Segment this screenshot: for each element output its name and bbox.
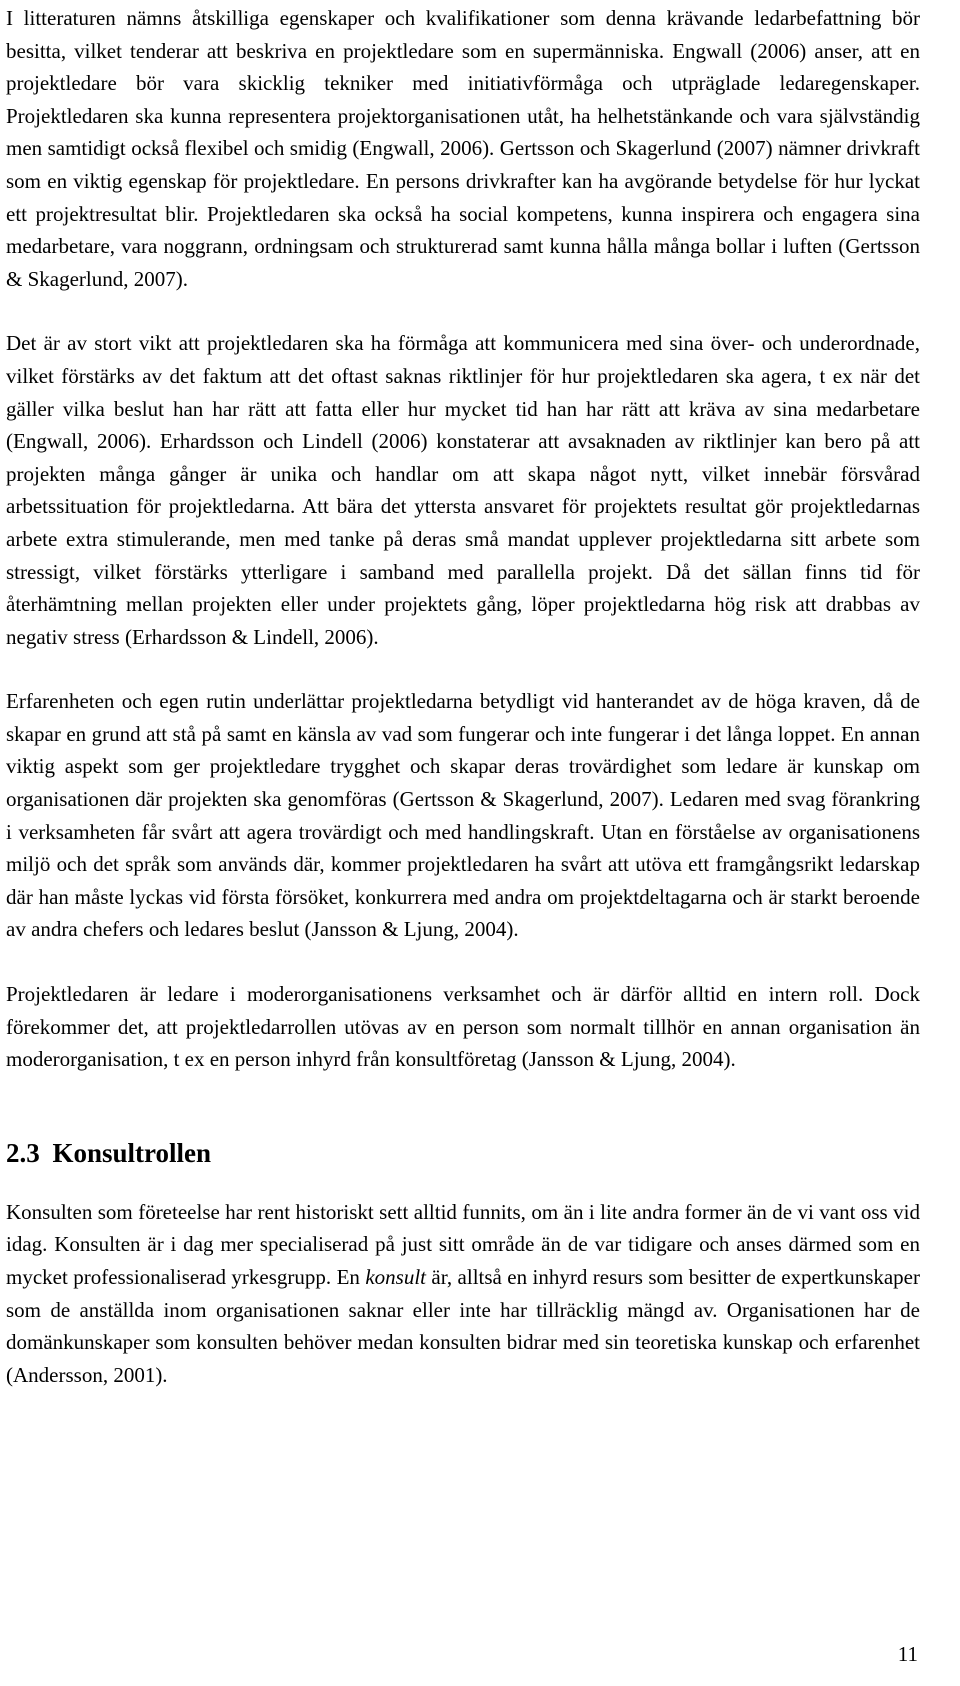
body-paragraph-2: Det är av stort vikt att projektledaren ska ha förmåga att kommunicera med sina över- och underordnade, vilket förstärks av det faktum att det oftast saknas riktlinjer för hur projektledaren ska agera, t ex när det gäller vilka beslut han har rätt att fatta eller hur mycket tid han har rätt att kräva av sina medarbetare (Engwall, 2006). Erhardsson och Lindell (2006) konstaterar att avsaknaden av riktlinjer kan bero på att projekten många gånger är unika och handlar om att skapa något nytt, vilket innebär försvårad arbetssituation för projektledarna. Att bära det yttersta ansvaret för projektets resultat gör projektledarnas arbete extra stimulerande, men med tanke på deras små mandat upplever projektledarna sitt arbete som stressigt, vilket förstärks ytterligare i samband med parallella projekt. Då det sällan finns tid för återhämtning mellan projekten eller under projektets gång, löper projektledarna hög risk att drabbas av negativ stress (Erhardsson & Lindell, 2006). xyxy=(6,331,920,649)
section-title: Konsultrollen xyxy=(52,1137,212,1168)
section-number: 2.3 xyxy=(6,1137,40,1168)
section-heading xyxy=(6,1136,920,1170)
body-paragraph-3: Erfarenheten och egen rutin underlättar projektledarna betydligt vid hanterandet av de höga kraven, då de skapar en grund att stå på samt en känsla av vad som fungerar och inte fungerar i det långa loppet. En annan viktig aspekt som ger projektledare trygghet och skapar deras trovärdighet som ledare är kunskap om organisationen där projekten ska genomföras (Gertsson & Skagerlund, 2007). Ledaren med svag förankring i verksamheten får svårt att agera trovärdigt och med handlingskraft. Utan en förståelse av organisationens miljö och det språk som används där, kommer projektledaren ha svårt att utöva ett framgångsrikt ledarskap där han måste lyckas vid första försöket, konkurrera med andra om projektdeltagarna och är starkt beroende av andra chefers och ledares beslut (Jansson & Ljung, 2004). xyxy=(6,689,920,942)
section-paragraph-part-1: Konsulten som företeelse har rent historiskt sett alltid funnits, om än i lite andra former än de vi vant oss vid idag. Konsulten är i dag mer specialiserad på just sitt område än de var tidigare och anses därmed som en mycket professionaliserad yrkesgrupp. En xyxy=(6,1199,920,1289)
body-paragraph-1: I litteraturen nämns åtskilliga egenskaper och kvalifikationer som denna krävande ledarbefattning bör besitta, vilket tenderar att beskriva en projektledare som en supermänniska. Engwall (2006) anser, att en projektledare bör vara skicklig tekniker med initiativförmåga och utpräglade ledaregenskaper. Projektledaren ska kunna representera projektorganisationen utåt, ha helhetstänkande och vara självständig men samtidigt också flexibel och smidig (Engwall, 2006). Gertsson och Skagerlund (2007) nämner drivkraft som en viktig egenskap för projektledare. En persons drivkrafter kan ha avgörande betydelse för hur lyckat ett projektresultat blir. Projektledaren ska också ha social kompetens, kunna inspirera och engagera sina medarbetare, vara noggrann, ordningsam och strukturerad samt kunna hålla många bollar i luften (Gertsson & Skagerlund, 2007). xyxy=(6,6,920,291)
italic-term-konsult: konsult xyxy=(365,1265,426,1289)
section-paragraph xyxy=(6,1196,920,1392)
body-paragraph-4: Projektledaren är ledare i moderorganisationens verksamhet och är därför alltid en intern roll. Dock förekommer det, att projektledarrollen utövas av en person som normalt tillhör en annan organisation än moderorganisation, t ex en person inhyrd från konsultföretag (Jansson & Ljung, 2004). xyxy=(6,982,920,1072)
page-number: 11 xyxy=(897,1642,918,1666)
section-paragraph-part-2: är, alltså en inhyrd resurs som besitter de expertkunskaper som de anställda inom organisationen saknar eller inte har tillräcklig mängd av. Organisationen har de domänkunskaper som konsulten behöver medan konsulten bidrar med sin teoretiska kunskap och erfarenhet (Andersson, 2001). xyxy=(6,1265,920,1387)
